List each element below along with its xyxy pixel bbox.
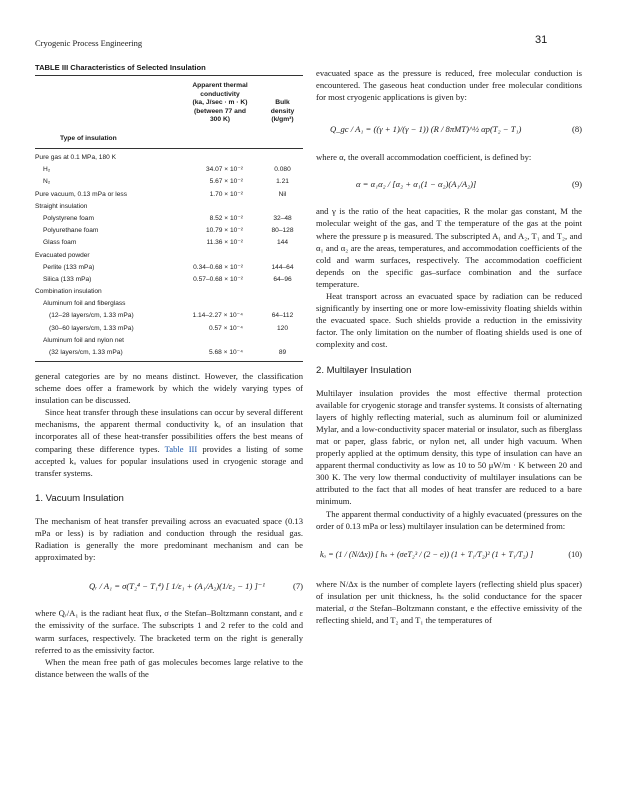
section-heading: 1. Vacuum Insulation bbox=[35, 492, 124, 504]
table-row bbox=[35, 323, 303, 335]
paragraph: where α, the overall accommodation coefficient, is defined by: bbox=[316, 152, 532, 163]
table-body bbox=[35, 149, 303, 359]
table-bottom-rule bbox=[35, 361, 303, 362]
cell-density: 80–128 bbox=[271, 227, 294, 235]
paragraph: evacuated space as the pressure is reduced, free molecular conduction is encountered. The gaseous heat conduction under free molecular conditions for most cryogenic applications is given by: bbox=[316, 68, 582, 103]
cell-type: Glass foam bbox=[43, 239, 77, 247]
table-header bbox=[35, 76, 303, 149]
cell-type: Perlite (133 mPa) bbox=[43, 263, 95, 271]
cell-density: Nil bbox=[278, 190, 287, 198]
table-row bbox=[35, 298, 303, 310]
col-header-density bbox=[260, 99, 305, 125]
cell-type: Straight insulation bbox=[35, 202, 88, 210]
col-header-line: Bulk bbox=[275, 99, 290, 106]
text-span: provides a listing of some accepted kₐ values for popular insulations used in cryogenic storage and transfer systems. bbox=[35, 443, 303, 478]
cell-conductivity: 0.34–0.68 × 10⁻² bbox=[193, 263, 243, 271]
cell-type: N₂ bbox=[43, 178, 51, 186]
table-row bbox=[35, 335, 303, 347]
page-number: 31 bbox=[535, 34, 548, 46]
table-row bbox=[35, 164, 303, 176]
table-row bbox=[35, 225, 303, 237]
paragraph: When the mean free path of gas molecules becomes large relative to the distance between the walls of the bbox=[35, 656, 303, 679]
equation-9 bbox=[316, 169, 582, 199]
cell-conductivity: 1.70 × 10⁻² bbox=[209, 190, 243, 198]
equation-text: Q_gc / A₁ = ((γ + 1)/(γ − 1)) (R / 8πMT)^½ αp(T₂ − T₁) bbox=[330, 124, 522, 135]
cell-type: Polystyrene foam bbox=[43, 214, 94, 222]
cell-conductivity: 8.52 × 10⁻² bbox=[209, 214, 243, 222]
insulation-table bbox=[35, 63, 303, 362]
table-link[interactable]: Table III bbox=[164, 443, 198, 454]
cell-conductivity: 1.14–2.27 × 10⁻⁴ bbox=[192, 312, 243, 320]
cell-density: 64–96 bbox=[273, 275, 292, 283]
cell-type: H₂ bbox=[43, 166, 51, 174]
col-header-line: (k/gm³) bbox=[271, 116, 294, 124]
equation-number: (10) bbox=[568, 549, 582, 559]
cell-density: 144–64 bbox=[271, 263, 294, 271]
cell-type: (12–28 layers/cm, 1.33 mPa) bbox=[49, 312, 134, 320]
table-row bbox=[35, 176, 303, 188]
cell-type: Evacuated powder bbox=[35, 251, 90, 259]
equation-number: (9) bbox=[571, 179, 582, 190]
cell-type: Combination insulation bbox=[35, 288, 102, 296]
cell-density: 120 bbox=[276, 324, 288, 332]
section-heading: 2. Multilayer Insulation bbox=[316, 364, 412, 376]
equation-10 bbox=[316, 538, 582, 572]
equation-8 bbox=[316, 111, 582, 147]
table-row bbox=[35, 237, 303, 249]
cell-density: 64–112 bbox=[271, 312, 294, 320]
cell-conductivity: 34.07 × 10⁻² bbox=[205, 166, 243, 174]
equation-text: α = α₁α₂ / [α₂ + α₁(1 − α₂)(A₁/A₂)] bbox=[356, 179, 477, 190]
cell-conductivity: 0.57 × 10⁻⁴ bbox=[209, 324, 243, 332]
col-header-line: conductivity bbox=[200, 90, 240, 98]
cell-conductivity: 0.57–0.68 × 10⁻² bbox=[193, 275, 243, 283]
table-row bbox=[35, 347, 303, 359]
table-row bbox=[35, 310, 303, 322]
left-column bbox=[35, 370, 303, 680]
cell-density: 32–48 bbox=[273, 214, 292, 222]
paragraph: where N/Δx is the number of complete layers (reflecting shield plus spacer) of insulation per unit thickness, hₛ the solid conductance for the spacer material, σ the Stefan–Boltzmann constant, e the effective emissivity of the reflecting shield, and T₂ and T₁ the temperatures of bbox=[316, 578, 582, 625]
cell-type: (30–60 layers/cm, 1.33 mPa) bbox=[49, 324, 134, 332]
col-header-line: density bbox=[270, 107, 295, 115]
table-row bbox=[35, 250, 303, 262]
cell-type: Pure gas at 0.1 MPa, 180 K bbox=[35, 154, 117, 161]
col-header-line: 300 K) bbox=[209, 116, 231, 124]
col-header-conductivity bbox=[177, 82, 263, 125]
table-row bbox=[35, 262, 303, 274]
cell-type: (32 layers/cm, 1.33 mPa) bbox=[49, 349, 123, 356]
paragraph: Multilayer insulation provides the most effective thermal protection available for cryogenic storage and transfer systems. It consists of alternating layers of highly reflecting material, such as aluminum foil or aluminized Mylar, and a low-conductivity spacer material or insulator, such as fiberglass mat or paper, glass fabric, or nylon net, all under high vacuum. When properly applied at the optimum density, this type of insulation can have an apparent thermal conductivity as low as 10 to 50 μW/m · K between 20 and 300 K. The very low thermal conductivity of multilayer insulations can be attributed to the fact that all modes of heat transfer are reduced to a bare minimum. bbox=[316, 387, 582, 507]
cell-density: 144 bbox=[276, 239, 288, 247]
table-row bbox=[35, 213, 303, 225]
cell-type: Pure vacuum, 0.13 mPa or less bbox=[35, 190, 127, 198]
cell-conductivity: 10.79 × 10⁻² bbox=[205, 227, 243, 235]
cell-conductivity: 11.36 × 10⁻² bbox=[206, 239, 243, 247]
table-row bbox=[35, 274, 303, 286]
equation-text: kₐ = (1 / (N/Δx)) [ hₛ + (σeT₂³ / (2 − e)) (1 + T₁/T₂)² (1 + T₁/T₂) ] bbox=[320, 549, 534, 559]
col-header-line: (between 77 and bbox=[193, 107, 247, 115]
paragraph bbox=[35, 406, 303, 479]
table-row bbox=[35, 189, 303, 201]
cell-type: Silica (133 mPa) bbox=[43, 275, 92, 283]
paragraph: The apparent thermal conductivity of a highly evacuated (pressures on the order of 0.13 mPa or less) multilayer insulation can be determined from: bbox=[316, 508, 582, 531]
right-column bbox=[316, 67, 582, 626]
paragraph: and γ is the ratio of the heat capacities, R the molar gas constant, M the molecular weight of the gas, and T the temperature of the gas at the point where the pressure p is measured. The subscripted A₁ and A₂, T₁ and T₂, and α₁ and α₂ are the areas, temperatures, and accommodation coefficients of the cold and warm surfaces, respectively. The accommodation coefficient depends on the specific gas–surface combination and the surface temperature. bbox=[316, 206, 582, 289]
cell-type: Aluminum foil and nylon net bbox=[43, 336, 125, 344]
table-row bbox=[35, 152, 303, 164]
table-row bbox=[35, 201, 303, 213]
table-title: TABLE III Characteristics of Selected Insulation bbox=[35, 63, 303, 76]
col-header-line: Apparent thermal bbox=[192, 82, 248, 89]
col-header-type: Type of insulation bbox=[60, 135, 117, 143]
text-span: Since heat transfer through these insulations can occur by several different mechanisms, the apparent thermal conductivity kₐ of an insulation that incorporates all of these heat-transfer possibilities offers the best means of comparing these difference types. bbox=[35, 407, 303, 454]
equation-text: Qᵣ / A₁ = σ(T₂⁴ − T₁⁴) [ 1/ε₁ + (A₁/A₂)(1/ε₂ − 1) ]⁻¹ bbox=[89, 581, 265, 592]
table-row bbox=[35, 286, 303, 298]
cell-type: Polyurethane foam bbox=[43, 227, 99, 235]
paragraph: general categories are by no means distinct. However, the classification scheme does offer a framework by which the widely varying types of insulation can be discussed. bbox=[35, 371, 303, 406]
paragraph: Heat transport across an evacuated space by radiation can be reduced significantly by inserting one or more low-emissivity floating shields within the evacuated space. Such shields provide a reduction in the emissivity factor. The only limitation on the number of floating shields used is one of complexity and cost. bbox=[316, 291, 582, 350]
cell-conductivity: 5.68 × 10⁻⁴ bbox=[209, 349, 243, 356]
col-header-line: (ka, J/sec · m · K) bbox=[192, 99, 248, 107]
paragraph: The mechanism of heat transfer prevailing across an evacuated space (0.13 mPa or less) is by radiation and conduction through the residual gas. Radiation is generally the more predominant mechanism and can be approximated by: bbox=[35, 515, 303, 563]
cell-type: Aluminum foil and fiberglass bbox=[43, 300, 126, 308]
equation-number: (7) bbox=[292, 581, 303, 592]
paragraph: where Qᵣ/A₁ is the radiant heat flux, σ the Stefan–Boltzmann constant, and ε the emissivity of the surface. The subscripts 1 and 2 refer to the cold and warm surfaces, respectively. The bracketed term on the right is generally referred to as the emissivity factor. bbox=[35, 608, 303, 655]
cell-density: 1.21 bbox=[276, 178, 289, 186]
equation-7 bbox=[35, 571, 303, 601]
equation-number: (8) bbox=[571, 124, 582, 135]
cell-density: 89 bbox=[278, 349, 287, 356]
cell-density: 0.080 bbox=[274, 166, 291, 174]
running-title: Cryogenic Process Engineering bbox=[35, 38, 143, 48]
cell-conductivity: 5.67 × 10⁻² bbox=[209, 178, 243, 186]
